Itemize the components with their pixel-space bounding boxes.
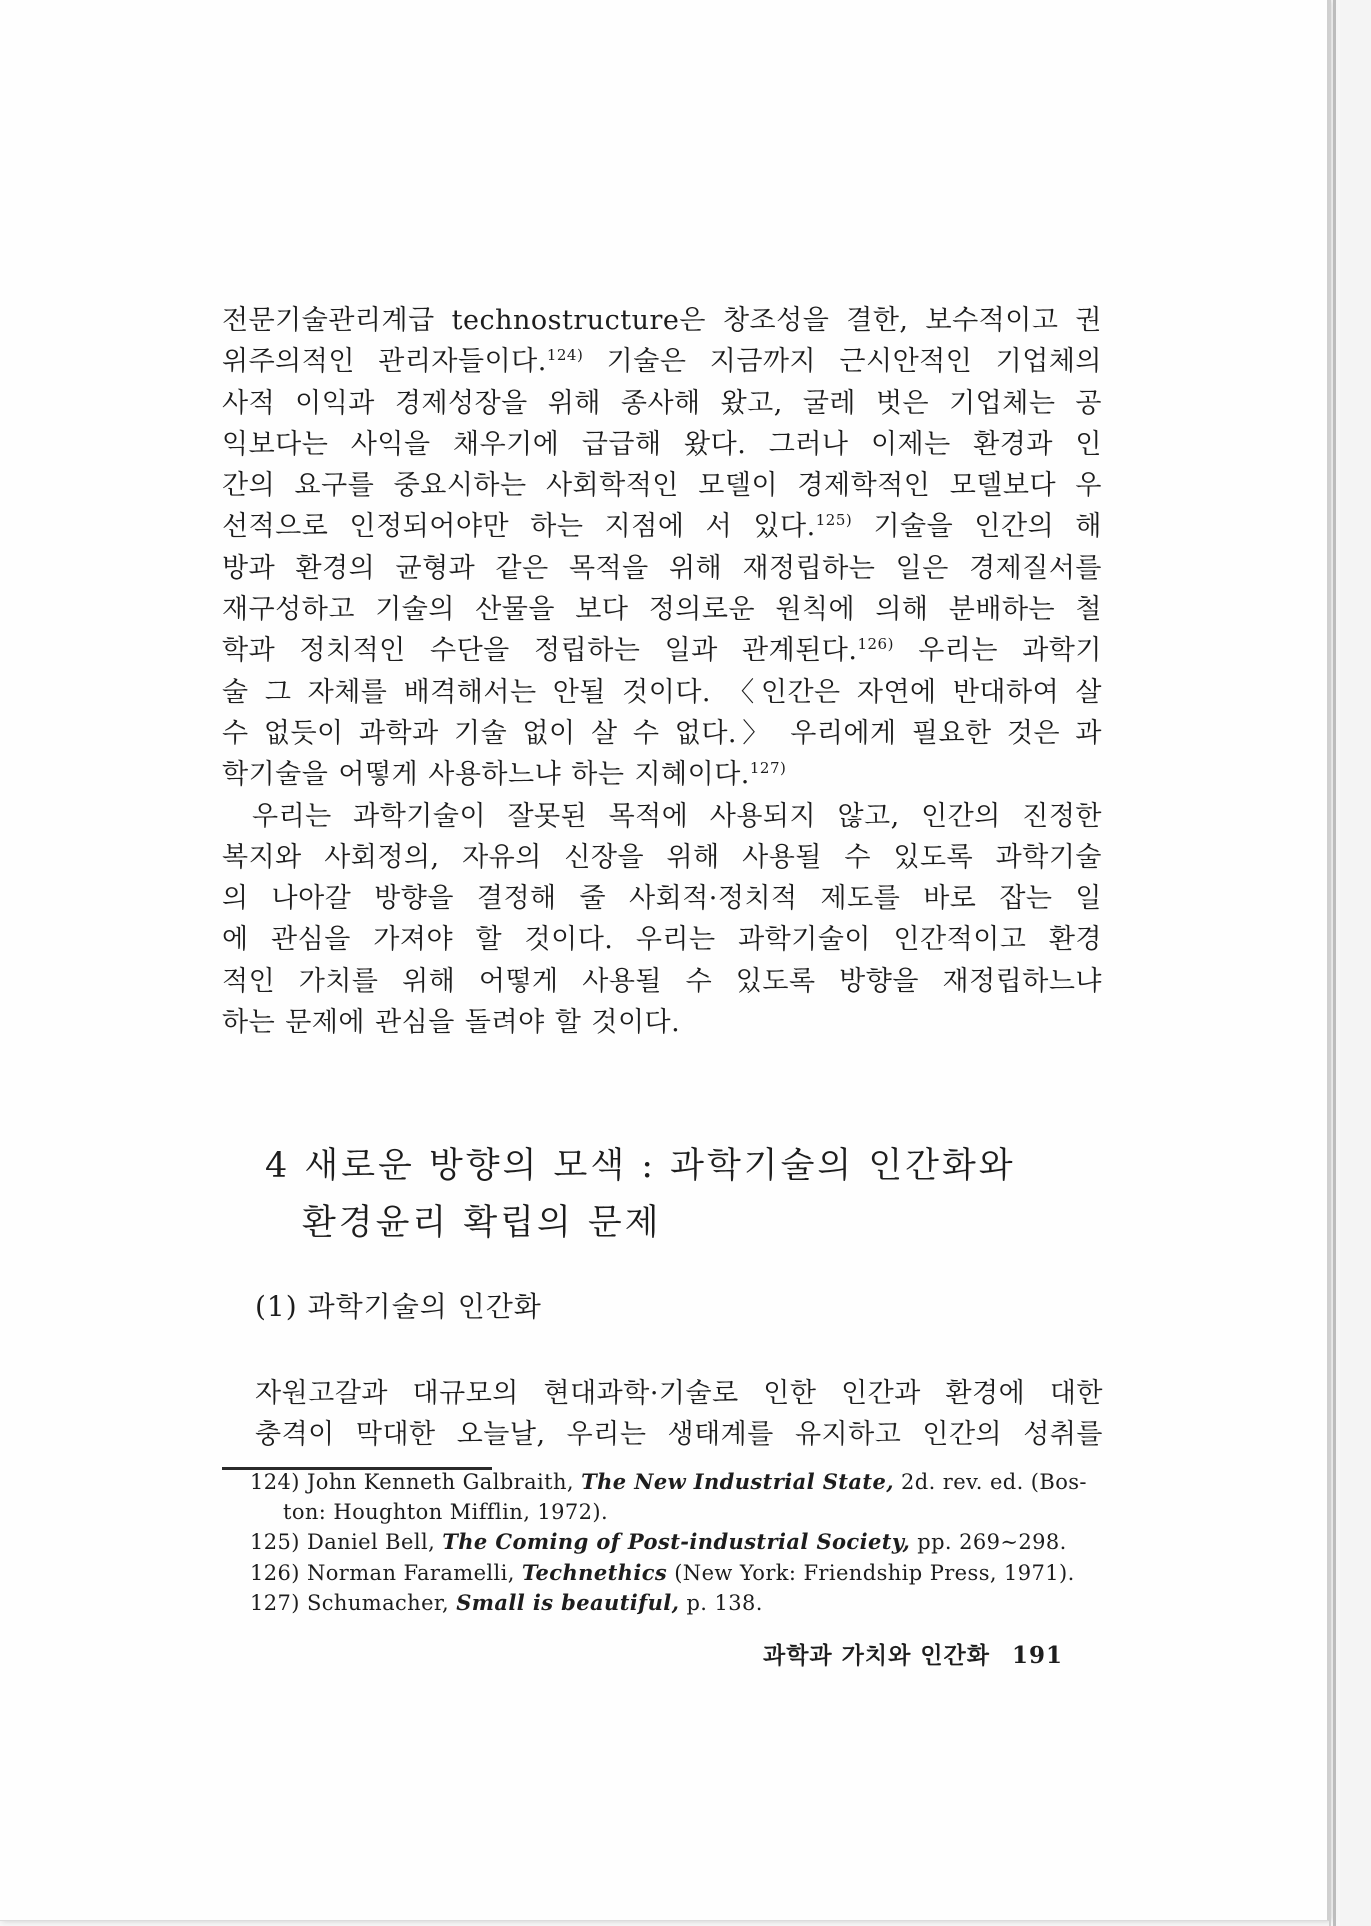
footnotes: [250, 1467, 1090, 1619]
page-number: 191: [1011, 1642, 1063, 1669]
text-line: 학기술을 어떻게 사용하느냐 하는 지혜이다.$^{127)}$: [222, 759, 787, 791]
text-line: 수 없듯이 과학과 기술 없이 살 수 없다.〉 우리에게 필요한 것은 과: [222, 717, 1102, 749]
footnote-124: 124) John Kenneth Galbraith, The New Industrial State, 2d. rev. ed. (Bos-: [250, 1469, 1087, 1494]
text-line: 사적 이익과 경제성장을 위해 종사해 왔고, 굴레 벗은 기업체는 공: [222, 387, 1102, 419]
footnote-ref: 126): [857, 635, 894, 654]
section-heading-line-2: 환경윤리 확립의 문제: [302, 1203, 662, 1243]
text-line: 재구성하고 기술의 산물을 보다 정의로운 원칙에 의해 분배하는 철: [222, 594, 1102, 626]
text-line: 자원고갈과 대규모의 현대과학·기술로 인한 인간과 환경에 대한: [255, 1378, 1103, 1409]
text-line: 방과 환경의 균형과 같은 목적을 위해 재정립하는 일은 경제질서를: [222, 552, 1102, 584]
footnote-ref: 125): [815, 511, 853, 530]
subsection-heading: (1) 과학기술의 인간화: [255, 1290, 542, 1323]
text-line: 술 그 자체를 배격해서는 안될 것이다. 〈인간은 자연에 반대하여 살: [222, 676, 1102, 708]
page-stack-edge: [1333, 0, 1336, 1926]
text-line: 충격이 막대한 오늘날, 우리는 생태계를 유지하고 인간의 성취를: [255, 1419, 1103, 1451]
footnote-125: 125) Daniel Bell, The Coming of Post-industrial Society, pp. 269∼298.: [250, 1529, 1067, 1554]
text-line: 의 나아갈 방향을 결정해 줄 사회적·정치적 제도를 바로 잡는 일: [222, 883, 1102, 915]
footnote-ref: 127): [749, 759, 787, 778]
text-line: 위주의적인 관리자들이다.$^{124)}$ 기술은 지금까지 근시안적인 기업체의: [222, 346, 1102, 378]
text-line: 선적으로 인정되어야만 하는 지점에 서 있다.$^{125)}$ 기술을 인간의 해: [222, 511, 1102, 543]
footnote-127: 127) Schumacher, Small is beautiful, p. 138.: [250, 1590, 763, 1615]
text-line: 복지와 사회정의, 자유의 신장을 위해 사용될 수 있도록 과학기술: [222, 841, 1102, 873]
text-line: 우리는 과학기술이 잘못된 목적에 사용되지 않고, 인간의 진정한: [252, 800, 1102, 832]
text-line: 적인 가치를 위해 어떻게 사용될 수 있도록 방향을 재정립하느냐: [222, 965, 1102, 997]
text-line: 에 관심을 가져야 할 것이다. 우리는 과학기술이 인간적이고 환경: [222, 924, 1102, 956]
page-footer: [763, 1637, 1063, 1670]
footnote-124-continued: ton: Houghton Mifflin, 1972).: [283, 1499, 609, 1524]
section-heading-line-1: 4 새로운 방향의 모색 : 과학기술의 인간화와: [265, 1146, 1016, 1186]
paragraph-3: [255, 1373, 1103, 1456]
section-heading: [265, 1138, 1065, 1252]
page-stack-edge: [1340, 0, 1371, 1926]
text-line: 전문기술관리계급 technostructure은 창조성을 결한, 보수적이고 권: [222, 305, 1102, 336]
text-line: 익보다는 사익을 채우기에 급급해 왔다. 그러나 이제는 환경과 인: [222, 428, 1102, 460]
paragraph-1: [222, 300, 1102, 796]
paragraph-2: [222, 796, 1102, 1044]
running-title: 과학과 가치와 인간화: [763, 1642, 990, 1669]
text-line: 간의 요구를 중요시하는 사회학적인 모델이 경제학적인 모델보다 우: [222, 470, 1102, 502]
main-text: [222, 300, 1102, 1043]
footnote-ref: 124): [546, 346, 584, 365]
footnote-126: 126) Norman Faramelli, Technethics (New York: Friendship Press, 1971).: [250, 1559, 1075, 1585]
text-line: 학과 정치적인 수단을 정립하는 일과 관계된다.$^{126)}$ 우리는 과학기: [222, 635, 1102, 667]
text-line: 하는 문제에 관심을 돌려야 할 것이다.: [222, 1007, 681, 1039]
page-stack-edge: [1329, 0, 1331, 1926]
